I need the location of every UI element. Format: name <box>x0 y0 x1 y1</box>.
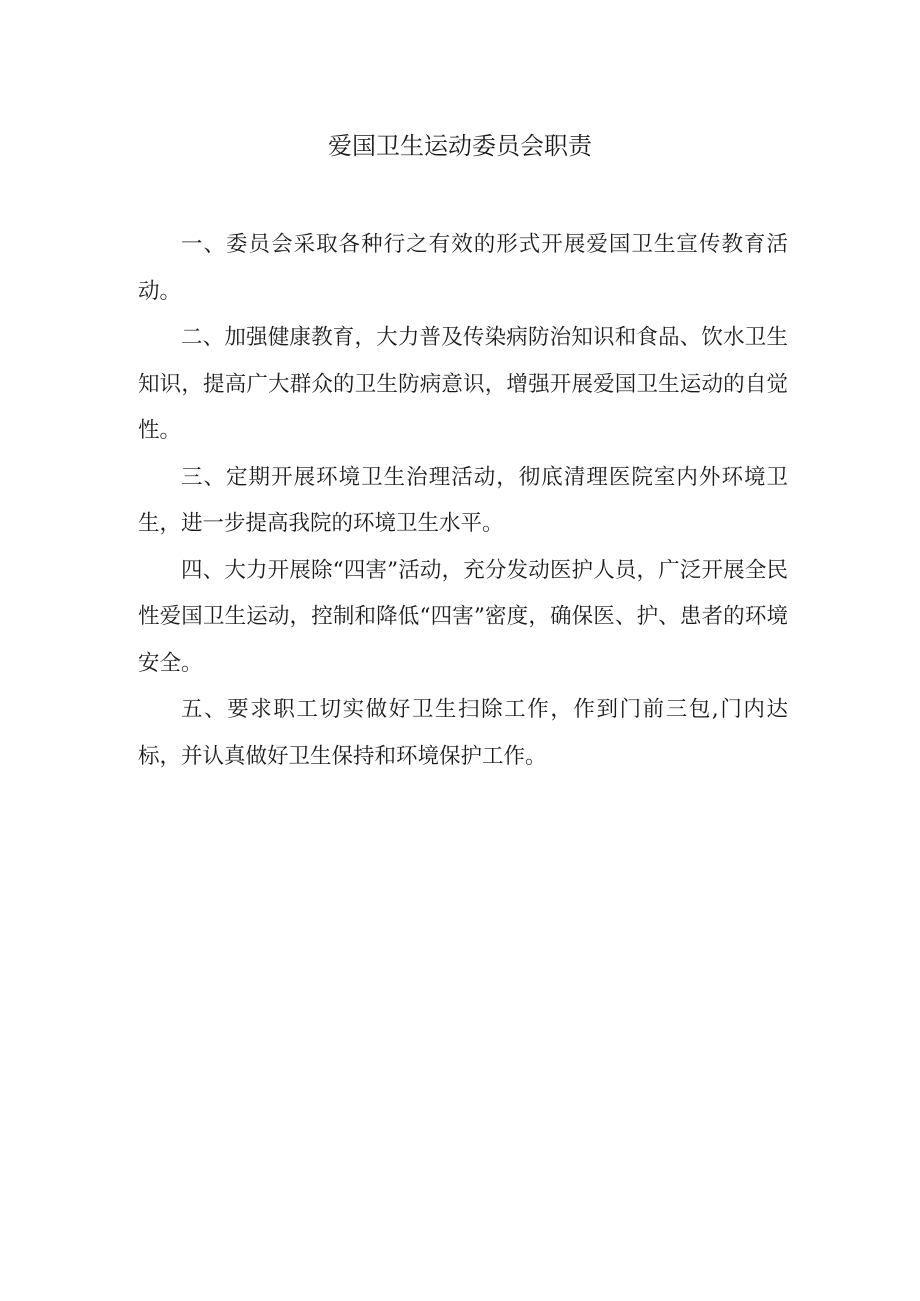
document-title: 爱国卫生运动委员会职责 <box>328 132 592 160</box>
paragraph-1: 一、委员会采取各种行之有效的形式开展爱国卫生宣传教育活动。 <box>138 232 788 304</box>
paragraph-3: 三、定期开展环境卫生治理活动，彻底清理医院室内外环境卫生，进一步提高我院的环境卫生水平。 <box>138 464 788 536</box>
paragraph-5: 五、要求职工切实做好卫生扫除工作，作到门前三包,门内达标，并认真做好卫生保持和环境保护工作。 <box>138 697 788 769</box>
paragraph-4: 四、大力开展除“四害”活动，充分发动医护人员，广泛开展全民性爱国卫生运动，控制和降低“四害”密度，确保医、护、患者的环境安全。 <box>138 557 788 676</box>
document-body <box>138 222 788 780</box>
paragraph-2: 二、加强健康教育，大力普及传染病防治知识和食品、饮水卫生知识，提高广大群众的卫生防病意识，增强开展爱国卫生运动的自觉性。 <box>138 325 788 443</box>
